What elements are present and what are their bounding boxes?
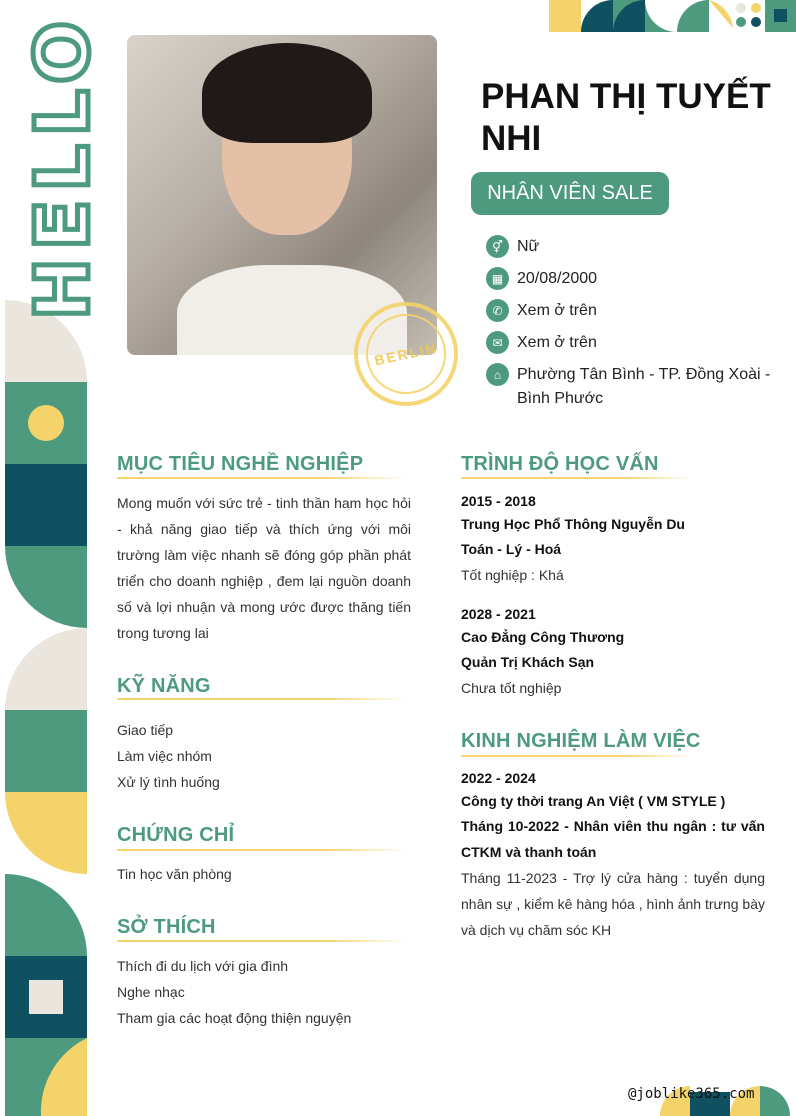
certificates-underline: [117, 849, 409, 851]
skill-item: Làm việc nhóm: [117, 748, 212, 764]
certificate-item: Tin học văn phòng: [117, 866, 232, 882]
experience-title: KINH NGHIỆM LÀM VIỆC: [461, 730, 701, 752]
hobby-item: Nghe nhạc: [117, 984, 185, 1000]
skills-title: KỸ NĂNG: [117, 675, 211, 697]
hobby-item: Thích đi du lịch với gia đình: [117, 958, 289, 974]
education-note: Chưa tốt nghiệp: [461, 680, 562, 696]
info-birthday-text: 20/08/2000: [517, 270, 598, 287]
stamp-text: BERLIN: [359, 307, 454, 402]
info-gender: [486, 235, 776, 259]
photo-hair-shape: [202, 43, 372, 143]
info-phone: [486, 299, 776, 323]
skill-item: Giao tiếp: [117, 722, 174, 738]
objective-text: Mong muốn với sức trẻ - tinh thần ham học hỏi - khả năng giao tiếp và thích ứng với môi trường làm việc nhanh sẽ đóng góp phần phát triển cho doanh nghiệp , đem lại nguồn doanh số và lợi nhuận và mong ước được thăng tiến trong tương lai: [117, 495, 411, 641]
education-years: 2015 - 2018: [461, 493, 536, 509]
objective-underline: [117, 477, 409, 479]
berlin-stamp: [354, 302, 458, 406]
phone-icon: ✆: [486, 299, 509, 322]
education-title: TRÌNH ĐỘ HỌC VẤN: [461, 453, 659, 475]
info-gender-text: Nữ: [517, 238, 540, 255]
education-major: Quản Trị Khách Sạn: [461, 654, 595, 670]
watermark-text: @joblike365.com: [628, 1086, 755, 1102]
info-email: [486, 331, 776, 355]
education-major: Toán - Lý - Hoá: [461, 541, 562, 557]
hobby-item: Tham gia các hoạt động thiện nguyện: [117, 1010, 352, 1026]
info-address: [486, 363, 776, 411]
candidate-name: PHAN THỊ TUYẾT NHI: [481, 77, 771, 158]
hobbies-underline: [117, 940, 409, 942]
education-underline: [461, 477, 691, 479]
hello-text: HELLO: [20, 12, 106, 320]
certificates-title: CHỨNG CHỈ: [117, 824, 235, 846]
skills-underline: [117, 698, 409, 700]
left-pattern-decoration: [5, 300, 87, 1116]
email-icon: ✉: [486, 331, 509, 354]
education-school: Cao Đẳng Công Thương: [461, 629, 625, 645]
gender-icon: ⚥: [486, 235, 509, 258]
experience-detail: Tháng 11-2023 - Trợ lý cửa hàng : tuyển dụng nhân sự , kiểm kê hàng hóa , hình ảnh trưng bày và dịch vụ chăm sóc KH: [461, 870, 765, 938]
education-note: Tốt nghiệp : Khá: [461, 567, 564, 583]
job-title-badge: NHÂN VIÊN SALE: [471, 172, 669, 215]
education-years: 2028 - 2021: [461, 606, 536, 622]
info-phone-text: Xem ở trên: [517, 302, 597, 319]
objective-title: MỤC TIÊU NGHỀ NGHIỆP: [117, 453, 364, 475]
skill-item: Xử lý tình huống: [117, 774, 220, 790]
info-email-text: Xem ở trên: [517, 334, 597, 351]
info-address-text: Phường Tân Bình - TP. Đồng Xoài - Bình Phước: [517, 366, 771, 407]
info-birthday: [486, 267, 776, 291]
experience-company: Công ty thời trang An Việt ( VM STYLE ): [461, 793, 726, 809]
experience-years: 2022 - 2024: [461, 770, 536, 786]
hobbies-title: SỞ THÍCH: [117, 916, 216, 938]
experience-underline: [461, 755, 691, 757]
education-school: Trung Học Phổ Thông Nguyễn Du: [461, 516, 685, 532]
home-icon: ⌂: [486, 363, 509, 386]
top-pattern-decoration: [549, 0, 796, 32]
experience-role: Tháng 10-2022 - Nhân viên thu ngân : tư vấn CTKM và thanh toán: [461, 818, 765, 860]
calendar-icon: ▦: [486, 267, 509, 290]
